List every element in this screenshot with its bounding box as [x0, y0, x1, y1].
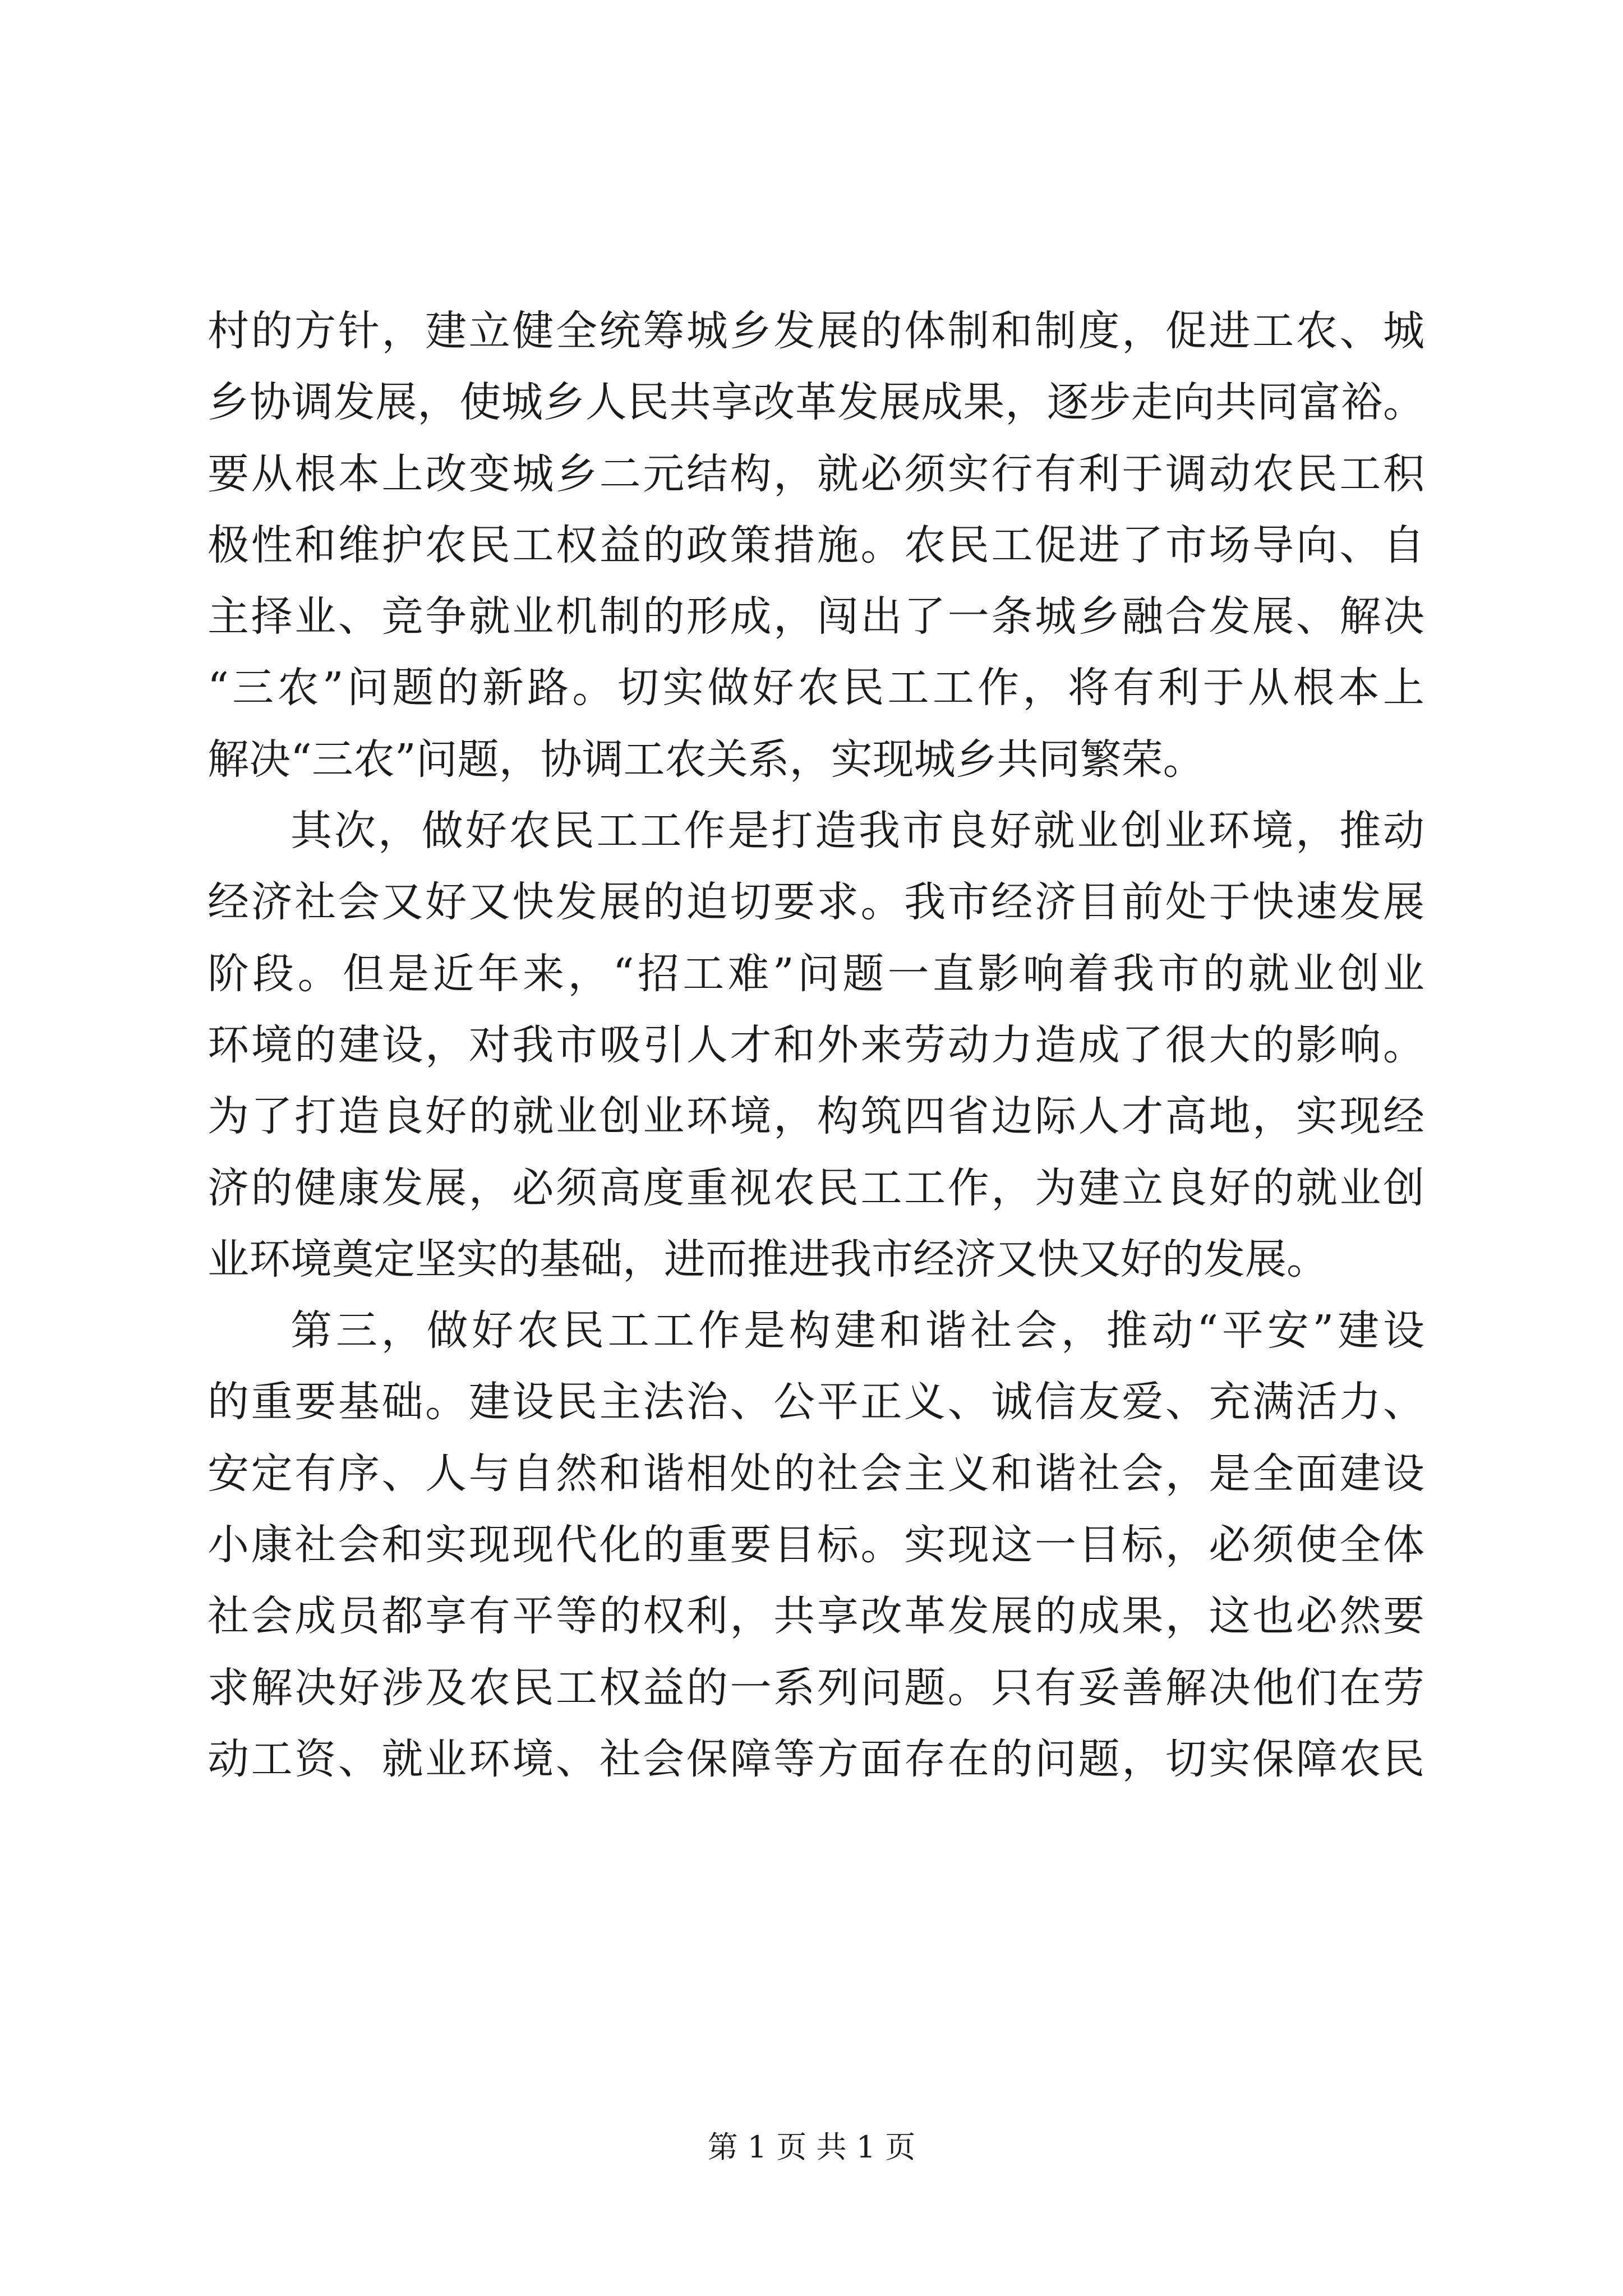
- body-text: [208, 296, 1424, 1795]
- text-line: “三农”问题的新路。切实做好农民工工作，将有利于从根本上: [208, 664, 1424, 712]
- text-line: 乡协调发展，使城乡人民共享改革发展成果，逐步走向共同富裕。: [208, 378, 1424, 427]
- text-line: 环境的建设，对我市吸引人才和外来劳动力造成了很大的影响。: [208, 1020, 1424, 1069]
- text-line: 济的健康发展，必须高度重视农民工工作，为建立良好的就业创: [208, 1163, 1424, 1212]
- text-line: 业环境奠定坚实的基础，进而推进我市经济又快又好的发展。: [208, 1235, 1328, 1283]
- text-line: 村的方针，建立健全统筹城乡发展的体制和制度，促进工农、城: [208, 307, 1424, 355]
- text-line: 解决“三农”问题，协调工农关系，实现城乡共同繁荣。: [208, 735, 1205, 784]
- text-line: 第三，做好农民工工作是构建和谐社会，推动“平安”建设: [291, 1306, 1424, 1355]
- text-line: 主择业、竞争就业机制的形成，闯出了一条城乡融合发展、解决: [208, 592, 1424, 641]
- paragraph-3: [208, 1295, 1424, 1795]
- text-line: 极性和维护农民工权益的政策措施。农民工促进了市场导向、自: [208, 521, 1424, 569]
- text-line: 的重要基础。建设民主法治、公平正义、诚信友爱、充满活力、: [208, 1378, 1424, 1427]
- paragraph-2: [208, 795, 1424, 1295]
- page-footer: 第 1 页 共 1 页: [707, 2129, 916, 2165]
- text-line: 求解决好涉及农民工权益的一系列问题。只有妥善解决他们在劳: [208, 1663, 1424, 1712]
- text-line: 社会成员都享有平等的权利，共享改革发展的成果，这也必然要: [208, 1592, 1424, 1641]
- text-line: 小康社会和实现现代化的重要目标。实现这一目标，必须使全体: [208, 1521, 1424, 1570]
- text-line: 要从根本上改变城乡二元结构，就必须实行有利于调动农民工积: [208, 449, 1424, 498]
- text-line: 安定有序、人与自然和谐相处的社会主义和谐社会，是全面建设: [208, 1449, 1424, 1498]
- text-line: 其次，做好农民工工作是打造我市良好就业创业环境，推动: [291, 807, 1424, 855]
- text-line: 为了打造良好的就业创业环境，构筑四省边际人才高地，实现经: [208, 1092, 1424, 1141]
- paragraph-1: [208, 296, 1424, 795]
- text-line: 动工资、就业环境、社会保障等方面存在的问题，切实保障农民: [208, 1734, 1424, 1783]
- text-line: 阶段。但是近年来，“招工难”问题一直影响着我市的就业创业: [208, 949, 1424, 998]
- text-line: 经济社会又好又快发展的迫切要求。我市经济目前处于快速发展: [208, 878, 1424, 927]
